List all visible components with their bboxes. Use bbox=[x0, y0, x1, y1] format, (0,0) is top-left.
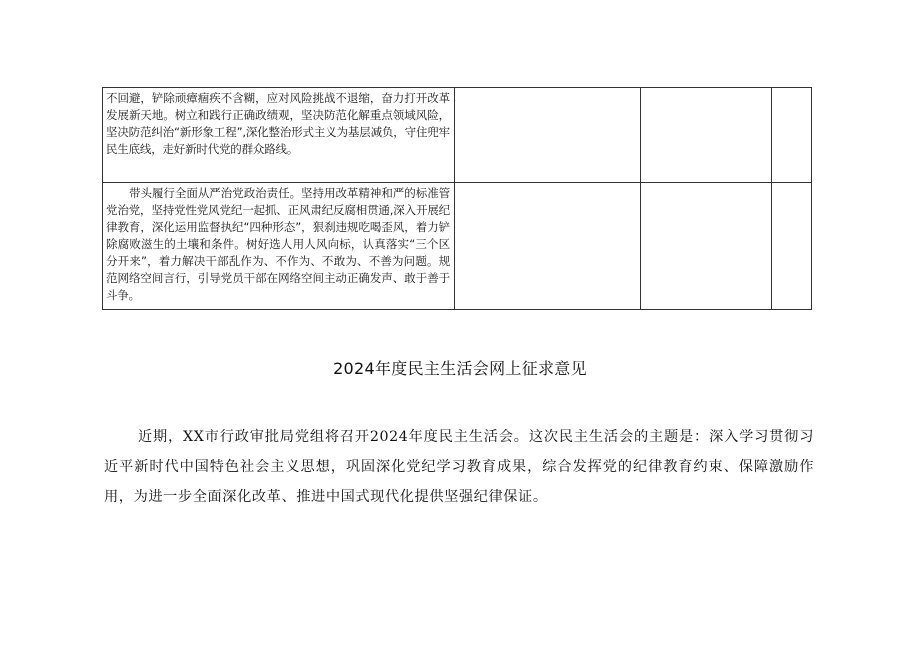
table-cell-empty bbox=[641, 88, 772, 183]
table-cell-content bbox=[103, 183, 455, 310]
table-row bbox=[103, 88, 812, 183]
document-paragraph: 近期，XX市行政审批局党组将召开2024年度民主生活会。这次民主生活会的主题是：深入学习贯彻习近平新时代中国特色社会主义思想，巩固深化党纪学习教育成果，综合发挥党的纪律教育约束、保障激励作用，为进一步全面深化改革、推进中国式现代化提供坚强纪律保证。 bbox=[104, 429, 814, 505]
content-table bbox=[102, 87, 812, 310]
table-cell-text: 带头履行全面从严治党政治责任。坚持用改革精神和严的标准管党治党，坚持党性党风党纪一起抓、正风肃纪反腐相贯通,深入开展纪律教育，深化运用监督执纪“四种形态”，狠刹违规吃喝歪风，着力铲除腐败滋生的土壤和条件。树好选人用人风向标，认真落实“三个区分开来”，着力解决干部乱作为、不作为、不敢为、不善为问题。规范网络空间言行，引导党员干部在网络空间主动正确发声、敢于善于斗争。 bbox=[106, 186, 450, 302]
table-cell-empty bbox=[641, 183, 772, 310]
table-row bbox=[103, 183, 812, 310]
document-title: 2024年度民主生活会网上征求意见 bbox=[333, 359, 587, 378]
table-cell-text: 不回避，铲除顽瘴痼疾不含糊，应对风险挑战不退缩，奋力打开改革发展新天地。树立和践行正确政绩观，坚决防范化解重点领域风险，坚决防范纠治“新形象工程”,深化整治形式主义为基层减负，守住兜牢民生底线，走好新时代党的群众路线。 bbox=[106, 91, 450, 156]
table-cell-content bbox=[103, 88, 455, 183]
table-cell-empty bbox=[771, 183, 811, 310]
table-cell-empty bbox=[454, 183, 640, 310]
table-cell-empty bbox=[454, 88, 640, 183]
table-cell-empty bbox=[771, 88, 811, 183]
